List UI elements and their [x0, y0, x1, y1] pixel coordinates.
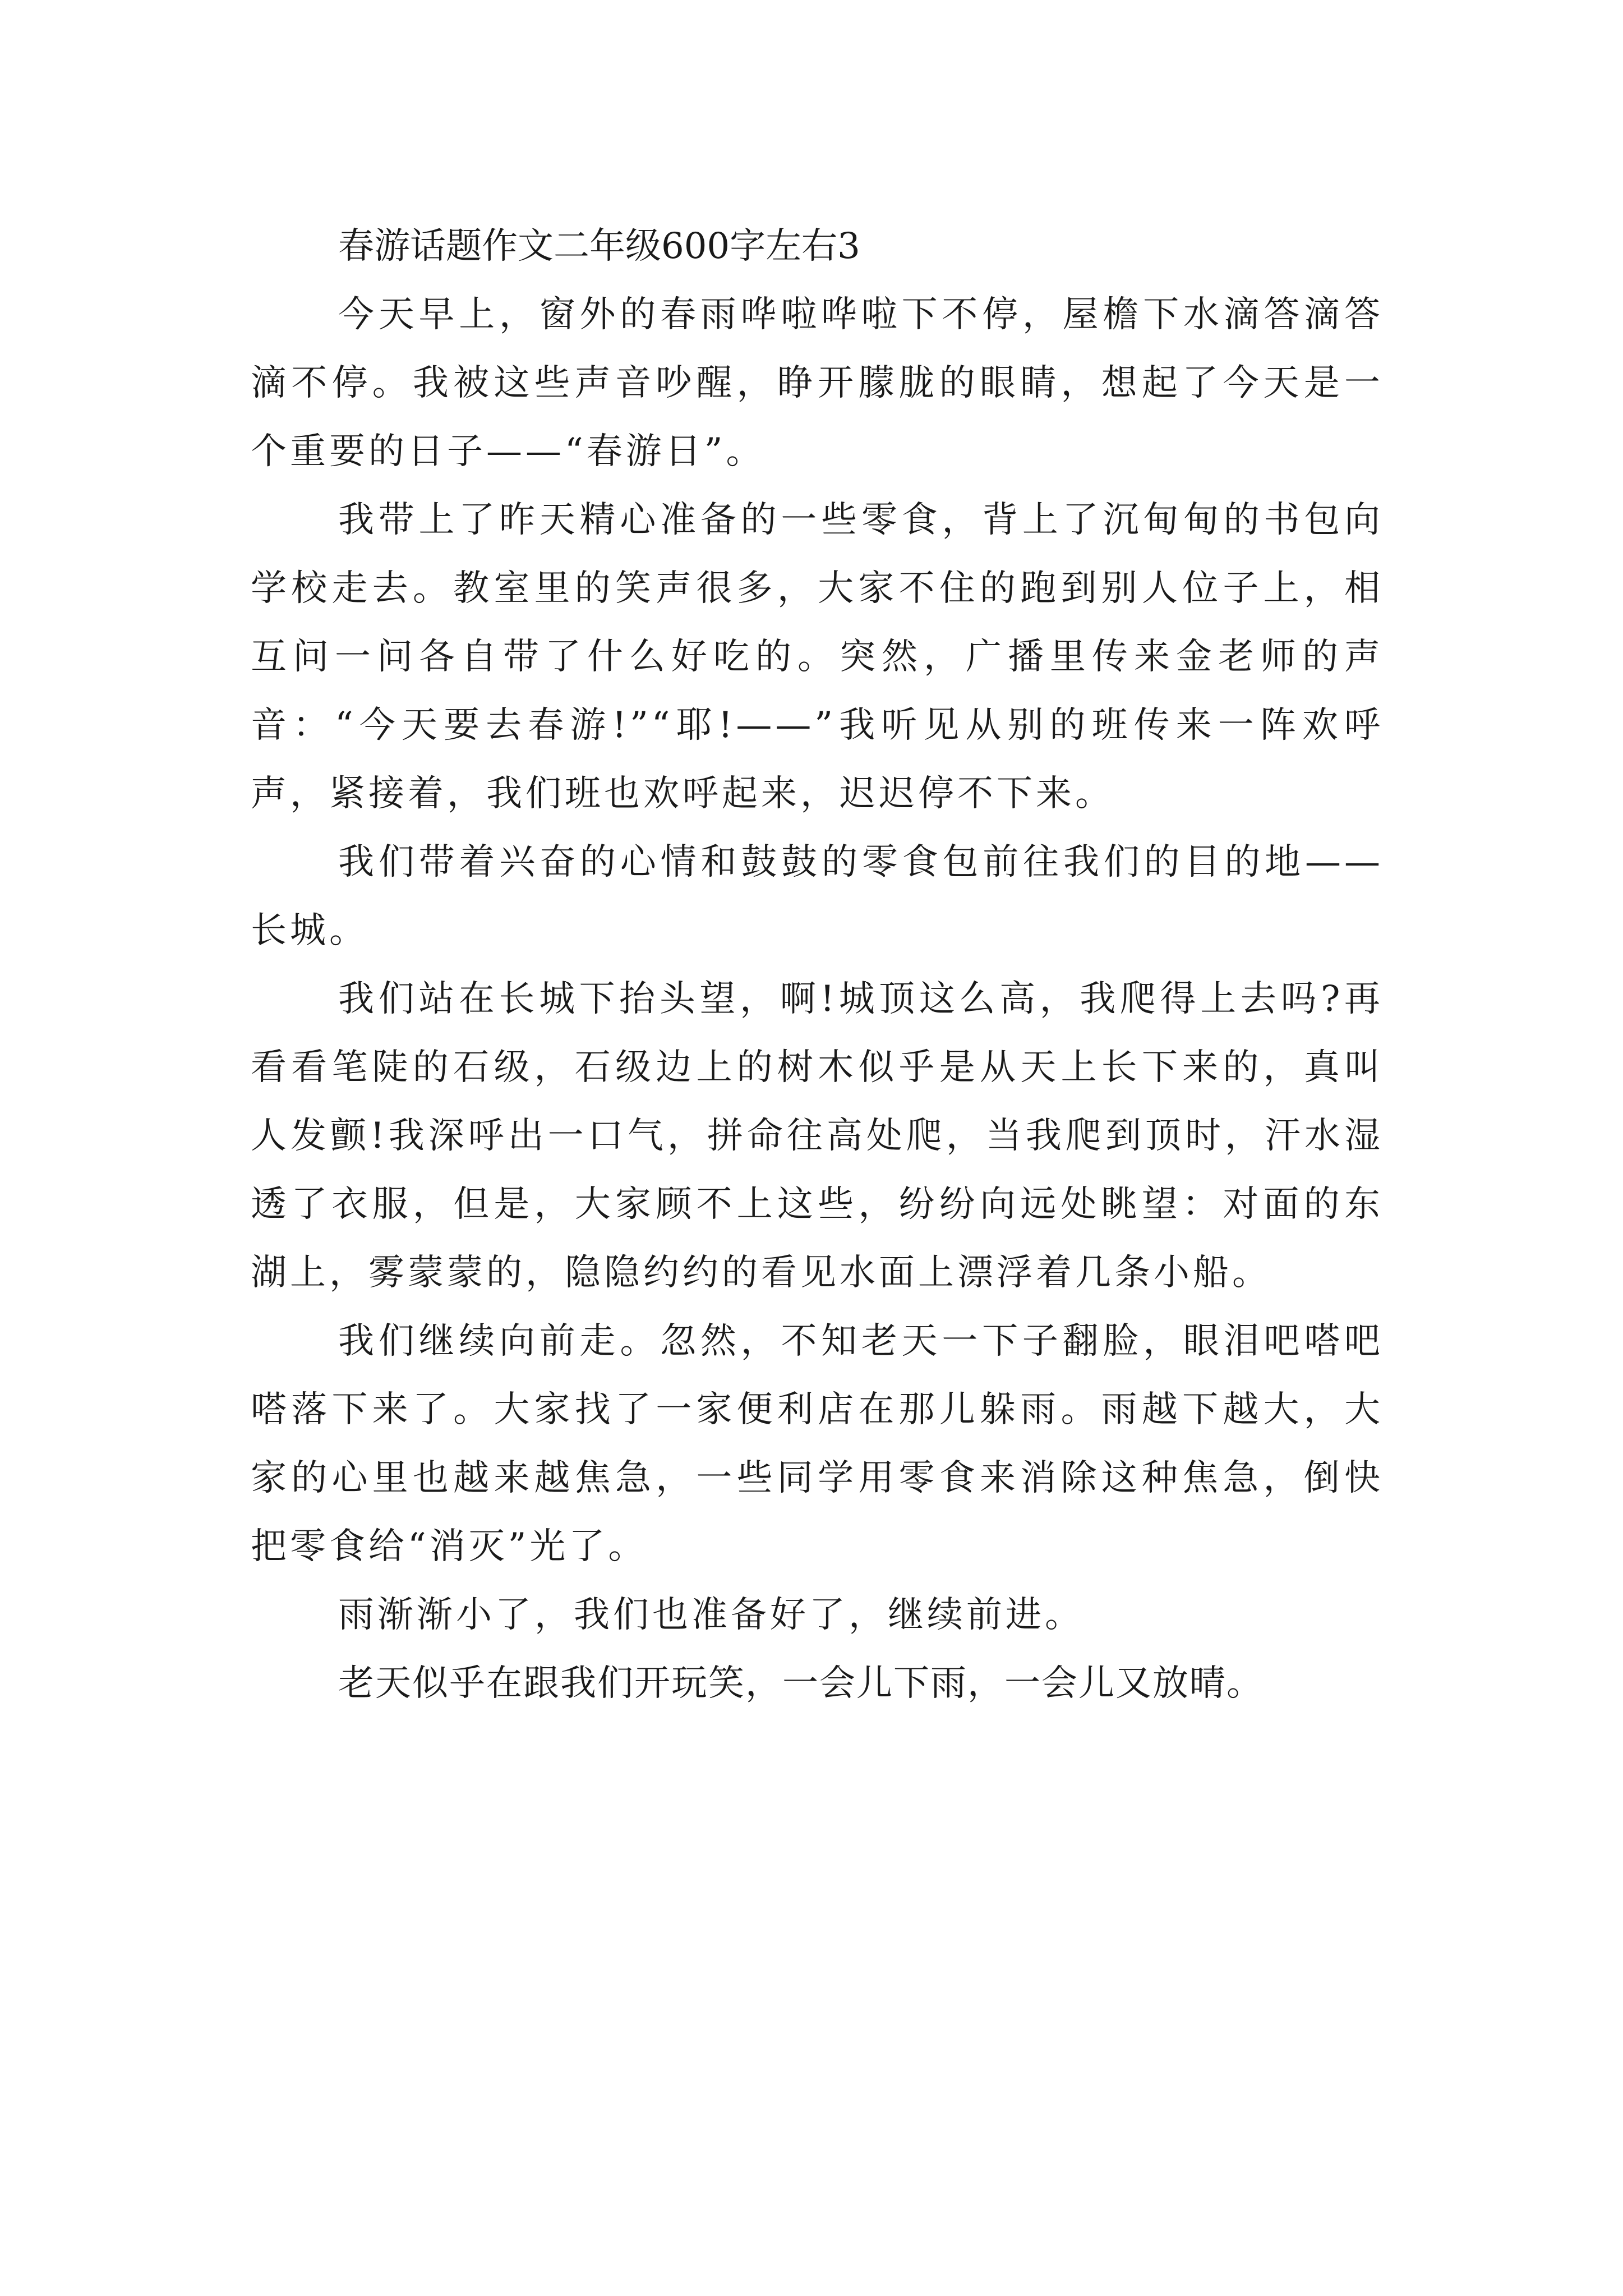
- paragraph-2: 我带上了昨天精心准备的一些零食，背上了沉甸甸的书包向学校走去。教室里的笑声很多，大家不住的跑到别人位子上，相互问一问各自带了什么好吃的。突然，广播里传来金老师的声音：“今天要去春游!”“耶!——”我听见从别的班传来一阵欢呼声，紧接着，我们班也欢呼起来，迟迟停不下来。: [251, 499, 1384, 815]
- paragraph-1: 今天早上，窗外的春雨哗啦哗啦下不停，屋檐下水滴答滴答滴不停。我被这些声音吵醒，睁开朦胧的眼睛，想起了今天是一个重要的日子——“春游日”。: [251, 294, 1384, 472]
- paragraph-6: 雨渐渐小了，我们也准备好了，继续前进。: [338, 1594, 1084, 1636]
- paragraph-7: 老天似乎在跟我们开玩笑，一会儿下雨，一会儿又放晴。: [338, 1663, 1264, 1704]
- paragraph-4: 我们站在长城下抬头望，啊!城顶这么高，我爬得上去吗?再看看笔陡的石级，石级边上的树木似乎是从天上长下来的，真叫人发颤!我深呼出一口气，拼命往高处爬，当我爬到顶时，汗水湿透了衣服，但是，大家顾不上这些，纷纷向远处眺望：对面的东湖上，雾蒙蒙的，隐隐约约的看见水面上漂浮着几条小船。: [251, 978, 1384, 1294]
- paragraph-5: 我们继续向前走。忽然，不知老天一下子翻脸，眼泪吧嗒吧嗒落下来了。大家找了一家便利店在那儿躲雨。雨越下越大，大家的心里也越来越焦急，一些同学用零食来消除这种焦急，倒快把零食给“消灭”光了。: [251, 1320, 1384, 1567]
- document-body: [251, 212, 1384, 1718]
- paragraph-3: 我们带着兴奋的心情和鼓鼓的零食包前往我们的目的地——长城。: [251, 841, 1384, 951]
- essay-title: 春游话题作文二年级600字左右3: [338, 226, 860, 267]
